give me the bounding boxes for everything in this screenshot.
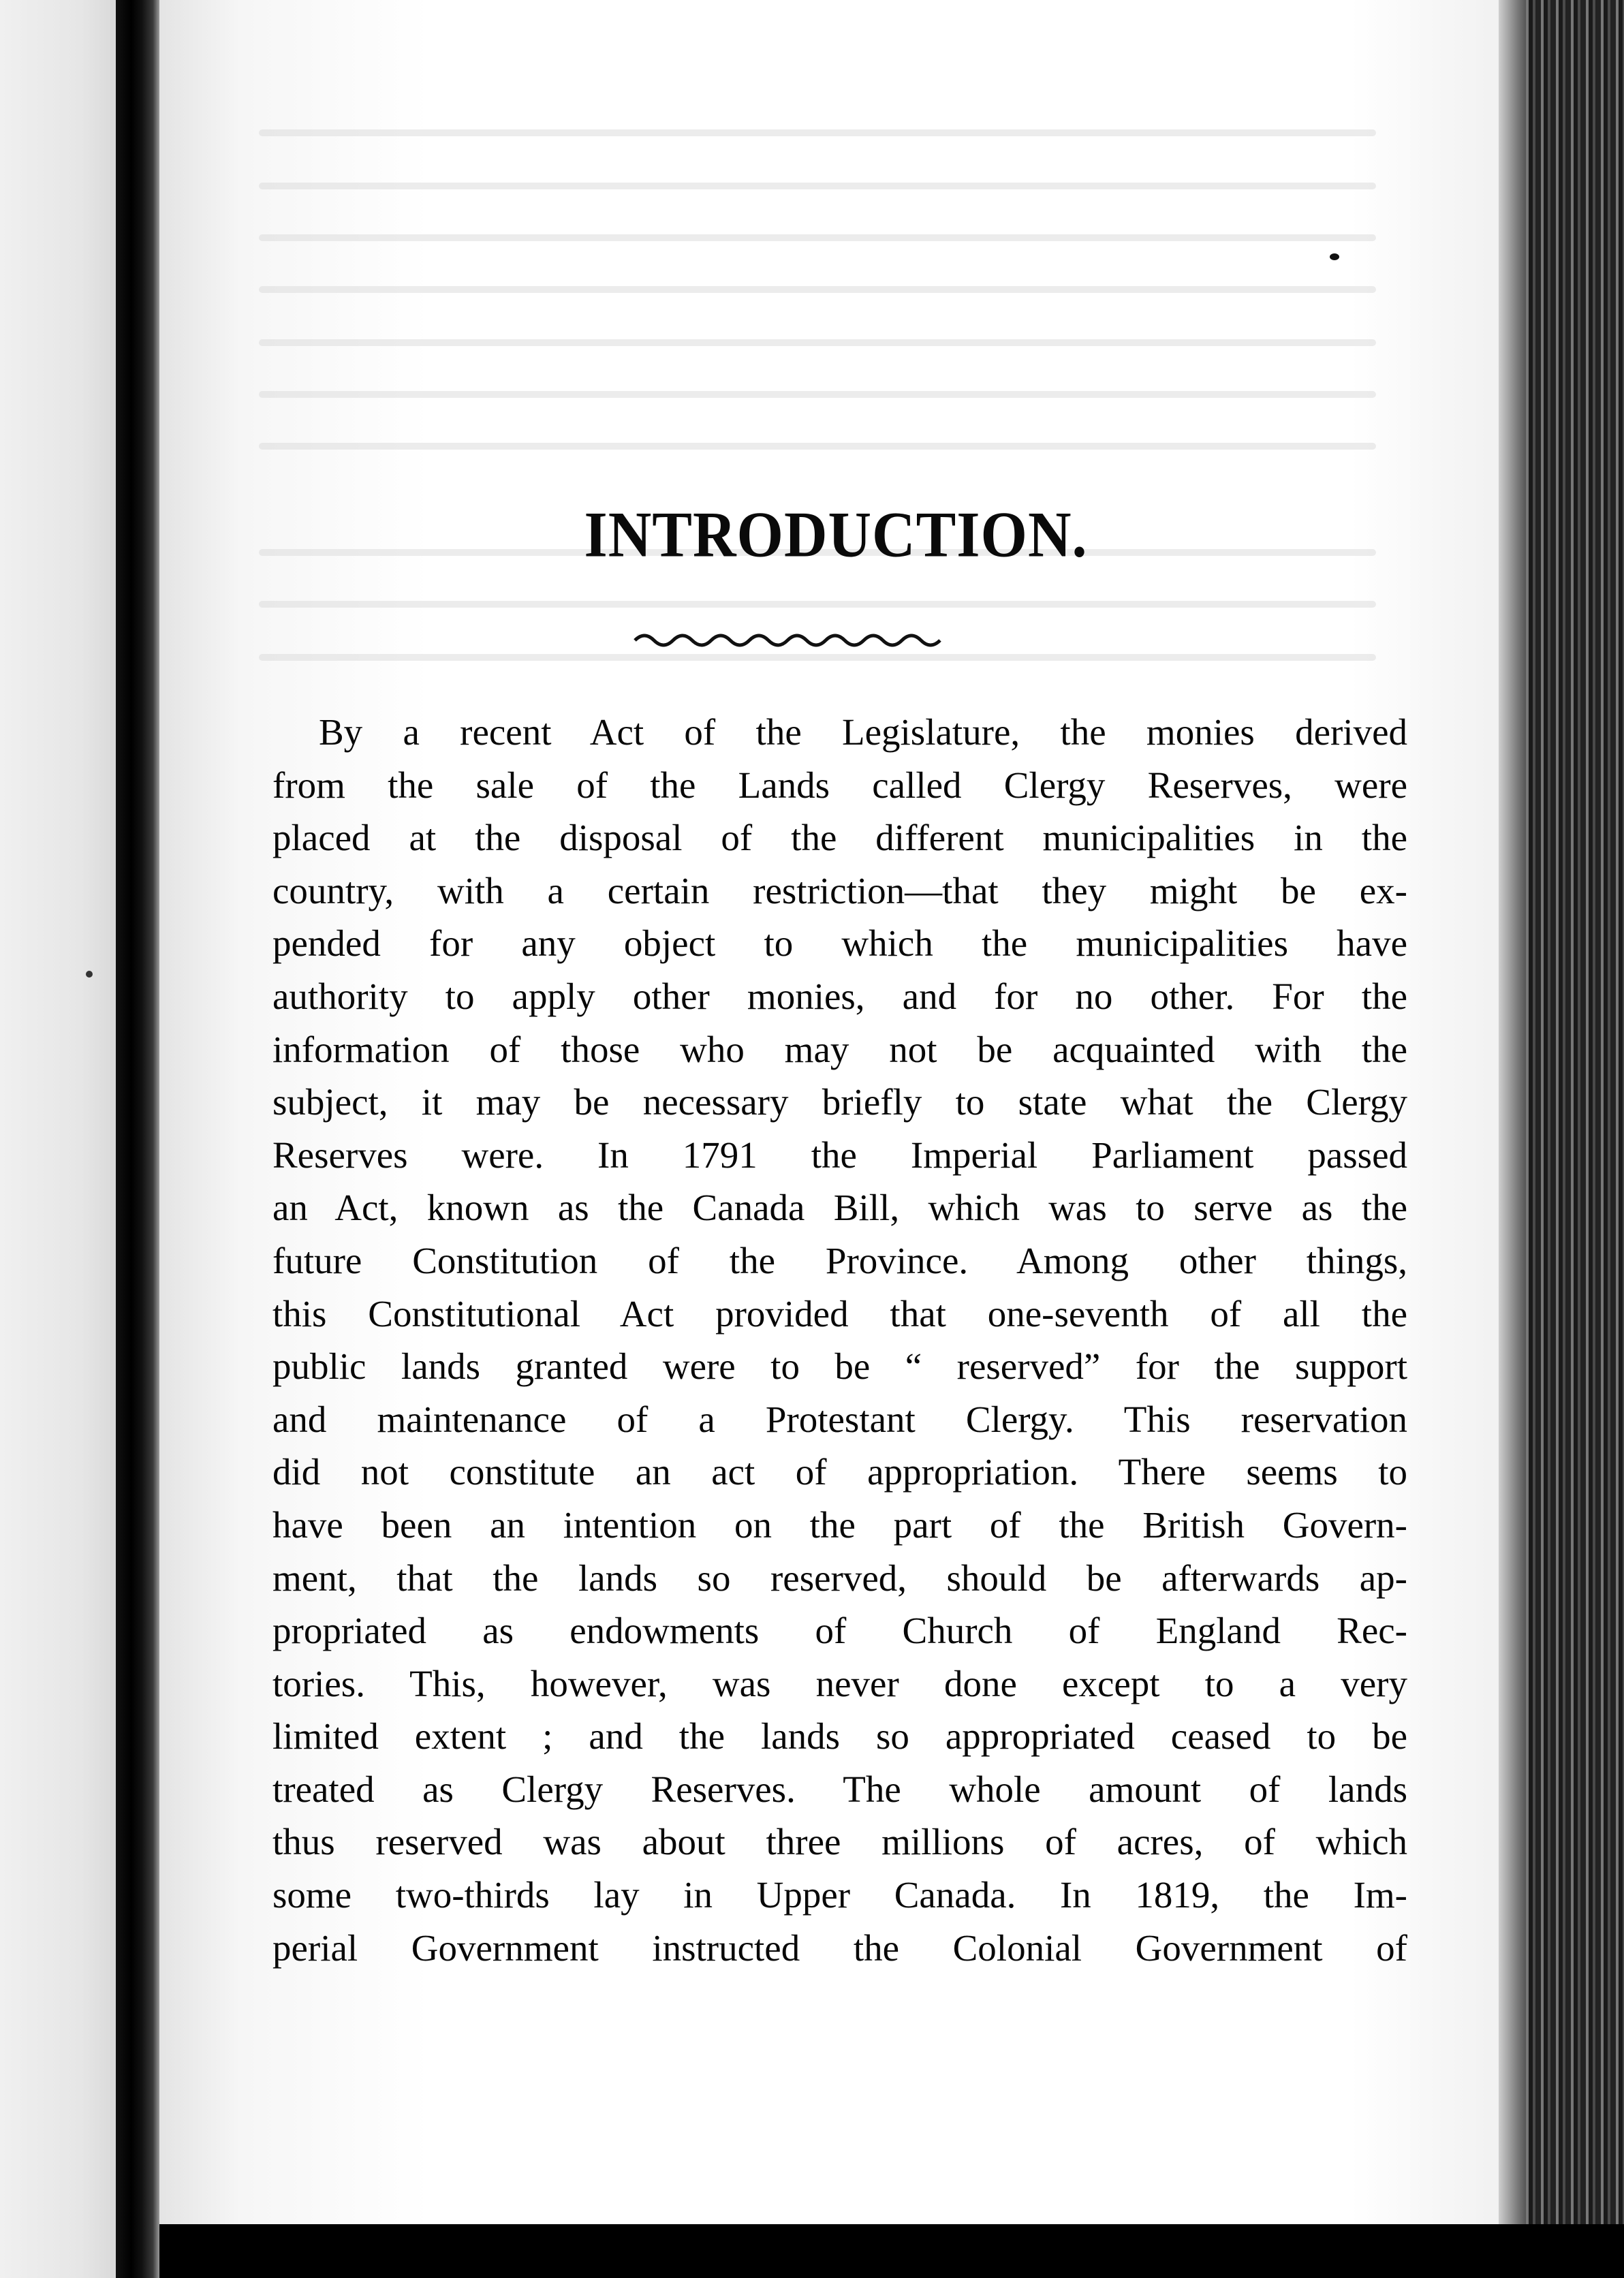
facing-page-edge (0, 0, 116, 2278)
body-paragraph (272, 706, 1407, 1974)
text-line: By a recent Act of the Legislature, the monies derived (319, 711, 1407, 753)
text-line: thus reserved was about three millions of acres, of which (272, 1821, 1407, 1863)
scan-border-bottom (159, 2224, 1624, 2278)
bleed-through-line (259, 654, 1376, 661)
bleed-through-line (259, 129, 1376, 136)
text-line: public lands granted were to be “ reserved” for the support (272, 1345, 1407, 1388)
wavy-rule-ornament (632, 625, 943, 653)
text-line: country, with a certain restriction—that they might be ex- (272, 869, 1407, 911)
text-line: pended for any object to which the municipalities have (272, 922, 1407, 965)
text-line: from the sale of the Lands called Clergy Reserves, were (272, 764, 1407, 806)
text-line: perial Government instructed the Colonial Government of (272, 1926, 1407, 1969)
text-line: and maintenance of a Protestant Clergy. This reservation (272, 1398, 1407, 1440)
text-line: treated as Clergy Reserves. The whole amount of lands (272, 1768, 1407, 1810)
ink-speck (86, 971, 93, 978)
text-line: tories. This, however, was never done except to a very (272, 1662, 1407, 1704)
text-line: have been an intention on the part of the British Govern- (272, 1503, 1407, 1546)
text-line: information of those who may not be acquainted with the (272, 1028, 1407, 1070)
bleed-through-line (259, 391, 1376, 398)
text-line: authority to apply other monies, and for no other. For the (272, 975, 1407, 1017)
bleed-through-line (259, 443, 1376, 450)
page-edge-shadow (1499, 0, 1526, 2278)
text-line: did not constitute an act of appropriation. There seems to (272, 1451, 1407, 1493)
ink-speck (1330, 253, 1339, 260)
text-line: some two-thirds lay in Upper Canada. In 1819, the Im- (272, 1874, 1407, 1916)
text-line: future Constitution of the Province. Among other things, (272, 1239, 1407, 1281)
text-line: Reserves were. In 1791 the Imperial Parliament passed (272, 1134, 1407, 1176)
text-line: placed at the disposal of the different municipalities in the (272, 817, 1407, 859)
book-gutter (116, 0, 159, 2278)
text-line: limited extent ; and the lands so appropriated ceased to be (272, 1715, 1407, 1758)
bleed-through-line (259, 601, 1376, 608)
text-line: ment, that the lands so reserved, should be afterwards ap- (272, 1557, 1407, 1599)
bleed-through-line (259, 339, 1376, 346)
text-line: propriated as endowments of Church of England Rec- (272, 1610, 1407, 1652)
bleed-through-line (259, 234, 1376, 241)
text-line: subject, it may be necessary briefly to state what the Clergy (272, 1081, 1407, 1123)
bleed-through-line (259, 183, 1376, 189)
chapter-heading: INTRODUCTION. (584, 499, 1088, 571)
text-line: an Act, known as the Canada Bill, which was to serve as the (272, 1187, 1407, 1229)
text-line: this Constitutional Act provided that one-seventh of all the (272, 1292, 1407, 1335)
bleed-through-line (259, 286, 1376, 293)
